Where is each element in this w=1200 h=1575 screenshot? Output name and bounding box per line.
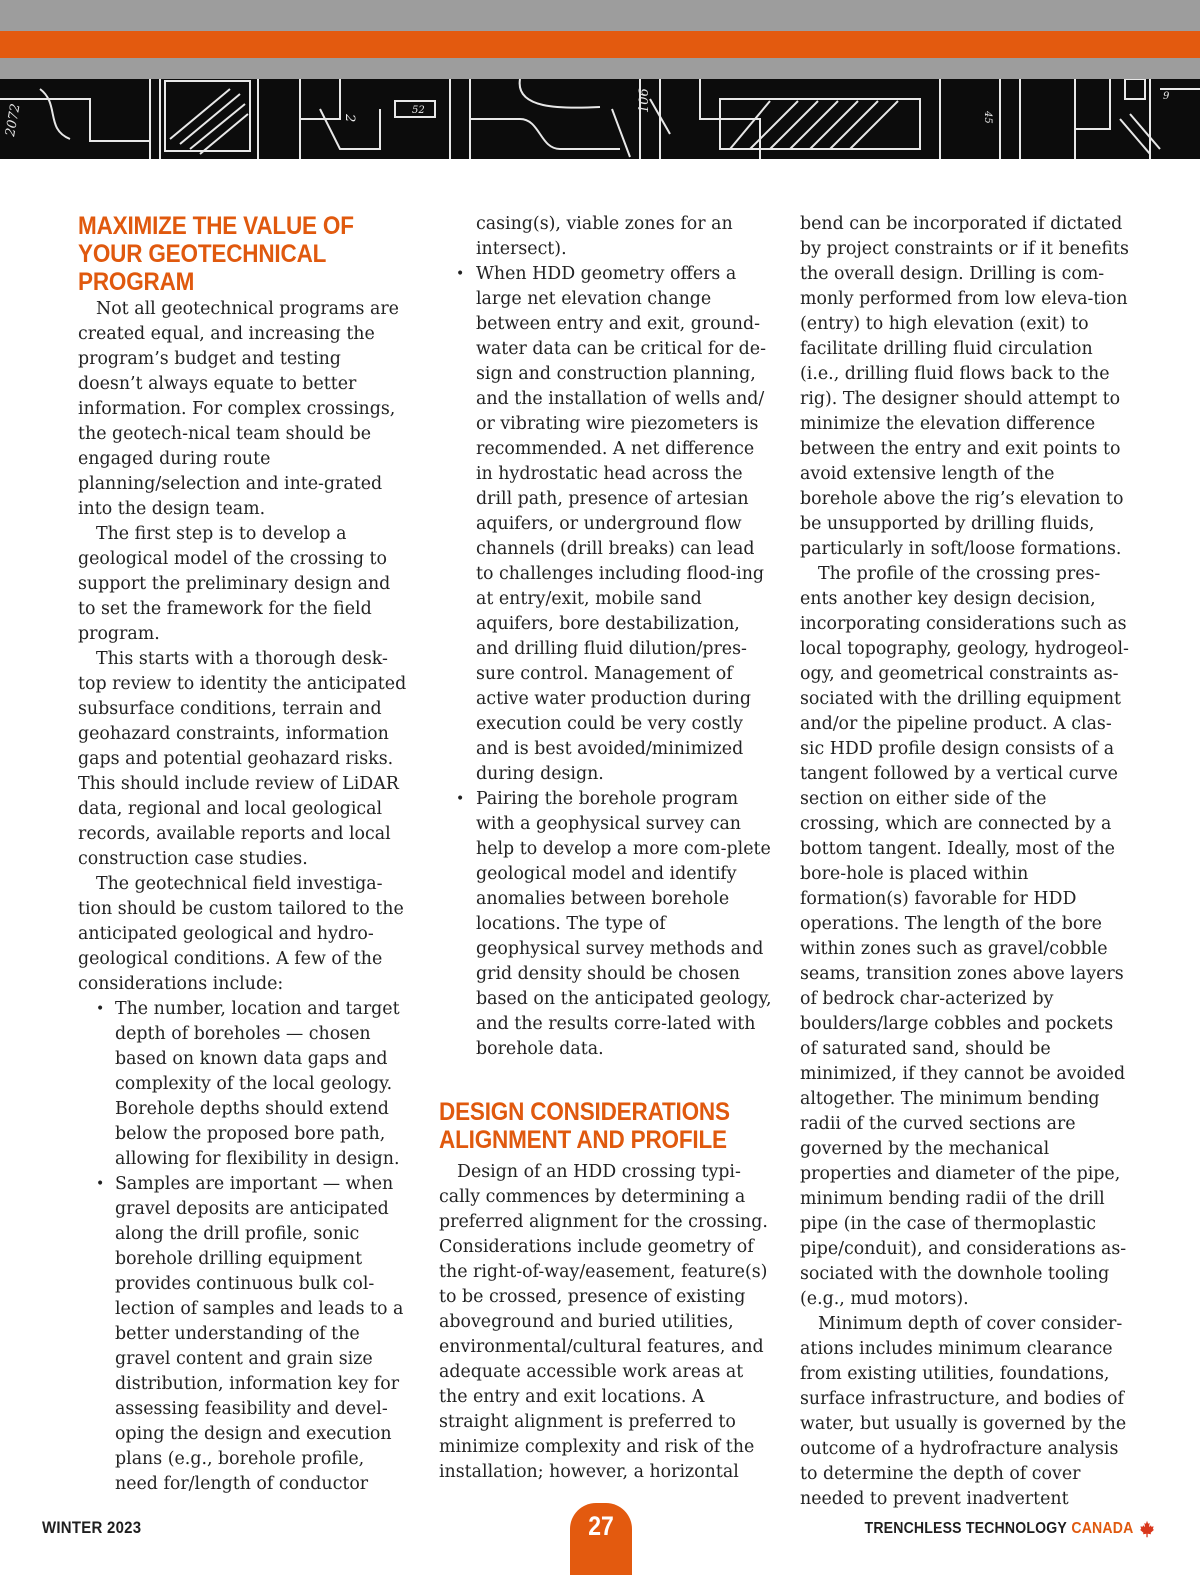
paragraph: Minimum depth of cover consider-ations includes minimum clearance from existing utilities, foundations, surface infrastructure, and bodies of water, but usually is governed by the outcome of a hydrofracture analysis to determine the depth of cover needed to prevent inadvertent <box>800 1314 1127 1509</box>
paragraph: The first step is to develop a geological model of the crossing to support the preliminary design and to set the framework for the field program. <box>78 524 391 644</box>
svg-text:2: 2 <box>342 114 357 123</box>
bullet-list <box>78 997 408 1497</box>
svg-text:106: 106 <box>637 88 652 113</box>
issue-label: WINTER 2023 <box>42 1518 142 1537</box>
text-column-1 <box>78 212 408 1497</box>
publication-title: TRENCHLESS TECHNOLOGY <box>865 1520 1068 1537</box>
list-item: • The number, location and target depth of boreholes — chosen based on known data gaps and complexity of the local geology. Borehole depths should extend below the proposed bore path, allowing for flexibility in design. <box>96 999 400 1169</box>
paragraph: The profile of the crossing pres-ents another key design decision, incorporating considerations such as local topography, geology, hydrogeol-ogy, and geometrical constraints as-sociated with the drilling equipment and/or the pipeline product. A clas-sic HDD profile design consists of a tangent followed by a vertical curve section on either side of the crossing, which are connected by a bottom tangent. Ideally, most of the bore-hole is placed within formation(s) favorable for HDD operations. The length of the bore within zones such as gravel/cobble seams, transition zones above layers of bedrock char-acterized by boulders/large cobbles and pockets of saturated sand, should be minimized, if they cannot be avoided altogether. The minimum bending radii of the curved sections are governed by the mechanical properties and diameter of the pipe, minimum bending radii of the drill pipe (in the case of thermoplastic pipe/conduit), and considerations as-sociated with the downhole tooling (e.g., mud motors). <box>800 564 1129 1309</box>
text-column-3 <box>800 212 1130 1512</box>
page-number-tab <box>570 1503 632 1575</box>
paragraph: Not all geotechnical programs are created equal, and increasing the program’s budget and testing doesn’t always equate to better information. For complex crossings, the geotech-nical team should be engaged during route planning/selection and inte-grated into the design team. <box>78 299 399 519</box>
bullet-icon: • <box>96 1001 105 1017</box>
blueprint-banner-image <box>0 79 1200 159</box>
header-orange-band <box>0 31 1200 58</box>
bullet-icon: • <box>96 1176 105 1192</box>
text-column-2 <box>439 212 772 1485</box>
svg-text:2072: 2072 <box>3 102 24 138</box>
section-heading-design-considerations: DESIGN CONSIDERATIONS ALIGNMENT AND PROFILE <box>439 1098 730 1154</box>
publication-title-accent: CANADA <box>1071 1520 1134 1537</box>
paragraph-continuation: bend can be incorporated if dictated by project constraints or if it benefits the overall design. Drilling is com-monly performed from low eleva-tion (entry) to high elevation (exit) to facilitate drilling fluid circulation (i.e., drilling fluid flows back to the rig). The designer should attempt to minimize the elevation difference between the entry and exit points to avoid extensive length of the borehole above the rig’s elevation to be unsupported by drilling fluids, particularly in soft/loose formations. <box>800 214 1129 559</box>
svg-text:52: 52 <box>412 105 425 116</box>
bullet-continuation: casing(s), viable zones for an intersect). <box>476 214 733 259</box>
list-item: • Samples are important — when gravel deposits are anticipated along the drill profile, sonic borehole drilling equipment provides continuous bulk col-lection of samples and leads to a better understanding of the gravel content and grain size distribution, information key for assessing feasibility and devel-oping the design and execution plans (e.g., borehole profile, need for/length of conductor <box>96 1174 404 1494</box>
svg-text:45: 45 <box>982 111 993 124</box>
bullet-icon: • <box>456 266 465 282</box>
paragraph: This starts with a thorough desk-top review to identity the anticipated subsurface conditions, terrain and geohazard constraints, information gaps and potential geohazard risks. This should include review of LiDAR data, regional and local geological records, available reports and local construction case studies. <box>78 649 407 869</box>
paragraph: Design of an HDD crossing typi-cally commences by determining a preferred alignment for the crossing. Considerations include geometry of the right-of-way/easement, feature(s) to be crossed, presence of existing aboveground and buried utilities, environmental/cultural features, and adequate accessible work areas at the entry and exit locations. A straight alignment is preferred to minimize complexity and risk of the installation; however, a horizontal <box>439 1162 768 1482</box>
section-heading-geotechnical: MAXIMIZE THE VALUE OF YOUR GEOTECHNICAL PROGRAM <box>78 212 354 296</box>
header-grey-band-top <box>0 0 1200 31</box>
page-number: 27 <box>588 1511 614 1541</box>
bullet-list <box>439 262 772 1062</box>
publication-name <box>865 1520 1155 1538</box>
bullet-icon: • <box>456 791 465 807</box>
maple-leaf-icon <box>1139 1520 1155 1538</box>
header-grey-band-bottom <box>0 58 1200 79</box>
list-item: • When HDD geometry offers a large net elevation change between entry and exit, ground-water data can be critical for de-sign and construction planning, and the installation of wells and/ or vibrating wire piezometers is recommended. A net difference in hydrostatic head across the drill path, presence of artesian aquifers, or underground flow channels (drill breaks) can lead to challenges including flood-ing at entry/exit, mobile sand aquifers, bore destabilization, and drilling fluid dilution/pres-sure control. Management of active water production during execution could be very costly and is best avoided/minimized during design. <box>456 264 766 784</box>
svg-text:9: 9 <box>1163 91 1170 102</box>
paragraph: The geotechnical field investiga-tion should be custom tailored to the anticipated geological and hydro-geological conditions. A few of the considerations include: <box>78 874 404 994</box>
list-item: • Pairing the borehole program with a geophysical survey can help to develop a more com-plete geological model and identify anomalies between borehole locations. The type of geophysical survey methods and grid density should be chosen based on the anticipated geology, and the results corre-lated with borehole data. <box>456 789 772 1059</box>
